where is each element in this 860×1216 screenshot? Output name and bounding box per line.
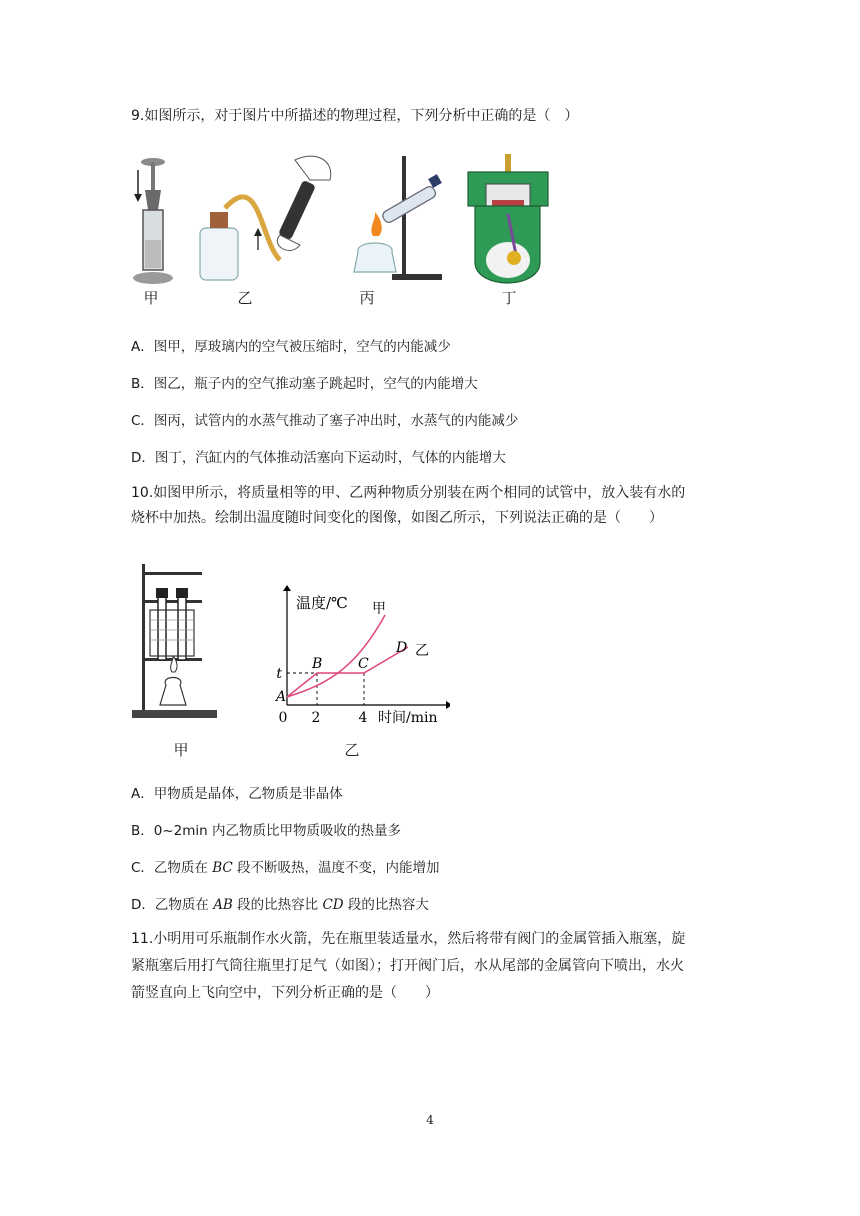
q10-option-c-pre: C．乙物质在	[131, 860, 213, 876]
q11-line2: 紧瓶塞后用打气筒往瓶里打足气（如图）；打开阀门后，水从尾部的金属管向下喷出，水火	[131, 958, 684, 974]
figure-ding-engine-cylinder	[468, 154, 548, 283]
q10-option-c-segment: BC	[212, 860, 233, 876]
q10-stem-line1: 10.如图甲所示，将质量相等的甲、乙两种物质分别装在两个相同的试管中，放入装有水的	[131, 485, 686, 501]
q10-option-c	[131, 858, 440, 878]
q9-option-d: D．图丁，汽缸内的气体推动活塞向下运动时，气体的内能增大	[131, 450, 506, 466]
curve-label-yi: 乙	[415, 643, 429, 659]
q10-option-b: B．0~2min 内乙物质比甲物质吸收的热量多	[131, 823, 401, 839]
figure-yi-bottle-pump	[200, 156, 331, 280]
q10-figure-jia-apparatus	[130, 560, 220, 725]
q9-option-a: A．图甲，厚玻璃内的空气被压缩时，空气的内能减少	[131, 339, 451, 355]
graph-tick-4: 4	[358, 710, 368, 726]
point-a: A	[276, 689, 287, 705]
q10-option-c-post: 段不断吸热，温度不变，内能增加	[232, 860, 440, 876]
point-c: C	[358, 656, 369, 672]
graph-ylabel: 温度/℃	[296, 594, 348, 612]
q10-option-d	[131, 895, 429, 915]
q10-stem-line2: 烧杯中加热。绘制出温度随时间变化的图像，如图乙所示，下列说法正确的是（ ）	[131, 510, 663, 526]
q10-label-jia: 甲	[173, 741, 189, 759]
q9-option-c: C．图丙，试管内的水蒸气推动了塞子冲出时，水蒸气的内能减少	[131, 413, 519, 429]
q11-line1: 11.小明用可乐瓶制作水火箭，先在瓶里装适量水，然后将带有阀门的金属管插入瓶塞，旋	[131, 931, 686, 947]
q9-stem: 9.如图所示，对于图片中所描述的物理过程，下列分析中正确的是（ ）	[131, 108, 579, 124]
graph-tick-t: t	[276, 666, 282, 682]
q10-option-d-segment-2: CD	[322, 897, 344, 913]
curve-yi	[287, 647, 408, 697]
q10-figure-yi-graph	[270, 585, 450, 730]
q10-option-d-segment-1: AB	[213, 897, 233, 913]
q11-line3: 箭竖直向上飞向空中，下列分析正确的是（ ）	[131, 985, 439, 1001]
q9-label-bing: 丙	[359, 289, 375, 307]
point-b: B	[312, 656, 323, 672]
q9-label-ding: 丁	[501, 289, 517, 307]
q9-label-jia: 甲	[143, 289, 159, 307]
q10-option-d-pre: D．乙物质在	[131, 897, 214, 913]
q10-option-a: A．甲物质是晶体，乙物质是非晶体	[131, 786, 343, 802]
q10-option-d-post: 段的比热容大	[343, 897, 429, 913]
q9-option-b: B．图乙，瓶子内的空气推动塞子跳起时，空气的内能增大	[131, 376, 478, 392]
q9-label-yi: 乙	[237, 289, 253, 307]
figure-jia-compression-tube	[133, 158, 173, 284]
graph-xlabel: 时间/min	[378, 710, 438, 726]
q10-label-yi: 乙	[344, 741, 360, 759]
page-number: 4	[426, 1113, 434, 1127]
q9-figures	[130, 150, 550, 290]
q10-option-d-mid: 段的比热容比	[232, 897, 323, 913]
graph-origin: 0	[278, 710, 288, 726]
point-d: D	[396, 640, 408, 656]
graph-tick-2: 2	[311, 710, 321, 726]
curve-label-jia: 甲	[372, 601, 386, 617]
figure-bing-test-tube-stand	[354, 156, 442, 280]
